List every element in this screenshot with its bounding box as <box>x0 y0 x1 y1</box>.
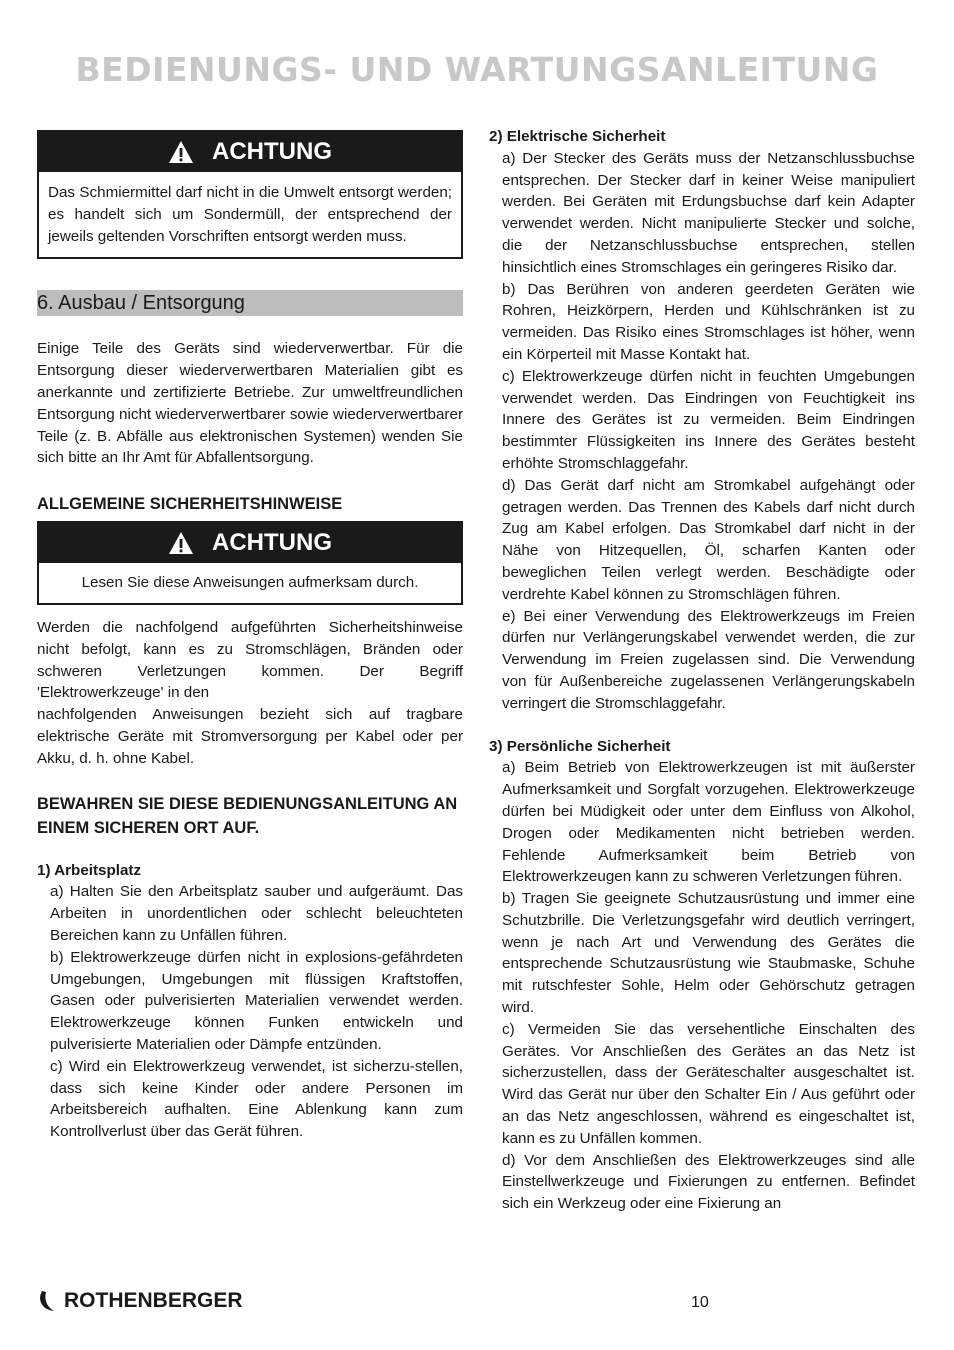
brand-name: ROTHENBERGER <box>64 1289 243 1312</box>
list-item: e) Bei einer Verwendung des Elektrowerkzeugs im Freien dürfen nur Verlängerungskabel verwendet werden, die zur Verwendung im Freien zugelassen sind. Die Verwendung von für Außenbereiche zugelassenen Verlängerungskabeln verringert die Stromschlaggefahr. <box>502 607 915 712</box>
warning-label: ACHTUNG <box>212 138 332 166</box>
list-item: a) Halten Sie den Arbeitsplatz sauber und aufgeräumt. Das Arbeiten in unordentlichen oder schlecht beleuchteten Bereichen kann zu Unfällen führen. <box>50 883 463 944</box>
page-number: 10 <box>691 1294 709 1311</box>
list-item: a) Der Stecker des Geräts muss der Netzanschlussbuchse entsprechen. Der Stecker darf in keiner Weise manipuliert werden. Bei Geräten mit Erdungsbuchse darf kein Adapter verwendet werden. Nicht manipulierte Stecker und solche, die der Netzanschlussbuchse entsprechen, stellen hinsichtlich eines Stromschlages ein geringeres Risiko dar. <box>502 149 915 276</box>
warning-box-read <box>37 521 463 605</box>
personal-list <box>489 757 915 1215</box>
warning-text: Das Schmiermittel darf nicht in die Umwelt entsorgt werden; es handelt sich um Sondermüll, der entsprechend der jeweils geltenden Vorschriften entsorgt werden muss. <box>48 184 452 245</box>
warning-header <box>39 132 461 172</box>
electrical-list <box>489 148 915 715</box>
personal-heading: 3) Persönliche Sicherheit <box>489 737 671 755</box>
brand-logo <box>38 1288 243 1314</box>
general-safety-heading: ALLGEMEINE SICHERHEITSHINWEISE <box>37 495 343 514</box>
rothenberger-swoosh-icon <box>38 1288 64 1314</box>
list-item: d) Vor dem Anschließen des Elektrowerkzeuges sind alle Einstellwerkzeuge und Fixierungen zu entfernen. Befindet sich ein Werkzeug oder eine Fixierung an <box>502 1151 915 1213</box>
warning-triangle-icon <box>168 140 194 164</box>
list-item: b) Elektrowerkzeuge dürfen nicht in explosions-gefährdeten Umgebungen, Umgebungen mit flüssigen Kraftstoffen, Gasen oder pulverisierten Materialien verwendet werden. Elektrowerkzeuge können Funken entwickeln und pulverisierte Materialien oder Dämpfe entzünden. <box>50 948 463 1053</box>
warning-box-lubricant <box>37 130 463 259</box>
section-title-disposal: 6. Ausbau / Entsorgung <box>37 290 463 316</box>
safety-intro-1: Werden die nachfolgend aufgeführten Sicherheitshinweise nicht befolgt, kann es zu Stromschlägen, Bränden oder schweren Verletzungen kommen. Der Begriff 'Elektrowerkzeuge' in den <box>37 618 463 702</box>
warning-triangle-icon <box>168 531 194 555</box>
workplace-list <box>37 881 463 1143</box>
warning-label: ACHTUNG <box>212 529 332 557</box>
list-item: b) Das Berühren von anderen geerdeten Geräten wie Rohren, Heizkörpern, Herden und Kühlschränken ist zu vermeiden. Das Risiko eines Stromschlages ist höher, wenn ein Körperteil mit Masse Kontakt hat. <box>502 280 915 363</box>
warning-header <box>39 523 461 563</box>
safety-intro-2: nachfolgenden Anweisungen bezieht sich auf tragbare elektrische Geräte mit Stromversorgung per Kabel oder per Akku, d. h. ohne Kabel. <box>37 706 463 767</box>
page-title: BEDIENUNGS- UND WARTUNGSANLEITUNG <box>75 50 879 89</box>
left-column <box>37 130 463 1143</box>
keep-manual-heading: BEWAHREN SIE DIESE BEDIENUNGSANLEITUNG AN EINEM SICHEREN ORT AUF. <box>37 794 458 837</box>
list-item: a) Beim Betrieb von Elektrowerkzeugen ist mit äußerster Aufmerksamkeit und Sorgfalt vorzugehen. Elektrowerkzeuge dürfen bei Müdigkeit oder unter dem Einfluss von Alkohol, Drogen oder Medikamenten nicht betrieben werden. Fehlende Aufmerksamkeit beim Betrieb von Elektrowerkzeugen kann zu schweren Verletzungen führen. <box>502 759 915 886</box>
warning-text: Lesen Sie diese Anweisungen aufmerksam durch. <box>81 574 419 592</box>
list-item: c) Wird ein Elektrowerkzeug verwendet, ist sicherzu-stellen, dass sich keine Kinder oder andere Personen im Arbeitsbereich aufhalten. Eine Ablenkung kann zum Kontrollverlust über das Gerät führen. <box>50 1057 463 1141</box>
right-column <box>489 126 915 1215</box>
electrical-heading: 2) Elektrische Sicherheit <box>489 128 666 145</box>
workplace-heading: 1) Arbeitsplatz <box>37 861 142 879</box>
list-item: c) Elektrowerkzeuge dürfen nicht in feuchten Umgebungen verwendet werden. Das Eindringen von Feuchtigkeit ins Innere des Gerätes ist zu vermeiden. Beim Eindringen bestimmter Flüssigkeiten ins Innere des Gerätes besteht erhöhte Stromschlaggefahr. <box>502 367 915 472</box>
list-item: d) Das Gerät darf nicht am Stromkabel aufgehängt oder getragen werden. Das Trennen des Kabels darf nicht durch Zug am Kabel erfolgen. Das Stromkabel darf nicht in der Nähe von Hitzequellen, Öl, scharfen Kanten oder beweglichen Teilen verlegt werden. Beschädigte oder verdrehte Kabel können zu Stromschlägen führen. <box>502 476 915 603</box>
list-item: b) Tragen Sie geeignete Schutzausrüstung und immer eine Schutzbrille. Die Verletzungsgefahr wird deutlich verringert, wenn je nach Art und Verwendung des Gerätes die entsprechende Schutzausrüstung wie Staubmaske, Schuhe mit rutschfester Sohle, Helm oder Gehörschutz getragen wird. <box>502 890 915 1017</box>
disposal-paragraph: Einige Teile des Geräts sind wiederverwertbar. Für die Entsorgung dieser wiederverwertbaren Materialien gibt es anerkannte und zertifizierte Betriebe. Zur umweltfreundlichen Entsorgung nicht wiederverwertbarer sowie wiederverwertbarer Teile (z. B. Abfälle aus elektronischen Systemen) wenden Sie sich bitte an Ihr Amt für Abfallentsorgung. <box>37 340 463 467</box>
list-item: c) Vermeiden Sie das versehentliche Einschalten des Gerätes. Vor Anschließen des Gerätes an das Netz ist sicherzustellen, dass der Geräteschalter ausgeschaltet ist. Wird das Gerät nur über den Schalter Ein / Aus geführt oder an das Netz angeschlossen, während es eingeschaltet ist, kann es zu Unfällen kommen. <box>502 1020 915 1147</box>
